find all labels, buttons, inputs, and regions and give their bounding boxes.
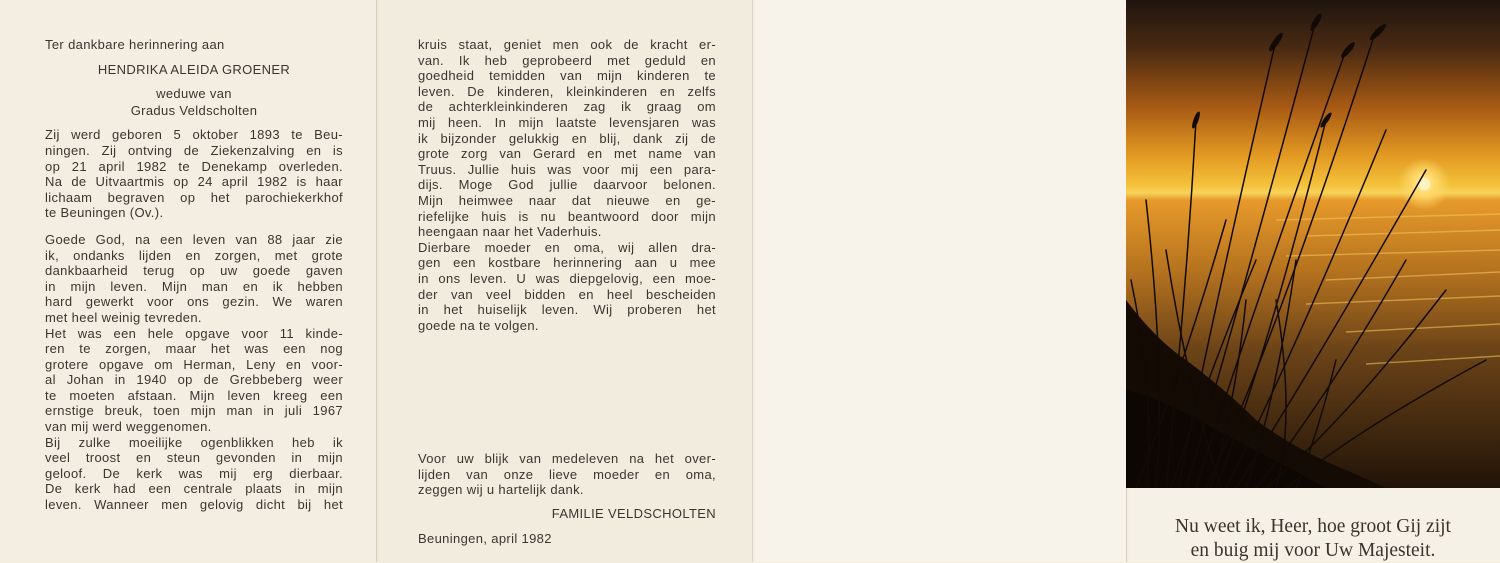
text-line: ik bijzonder gelukkig en blij, dank zij de bbox=[418, 130, 716, 146]
verse-line: Nu weet ik, Heer, hoe groot Gij zijt bbox=[1175, 516, 1451, 537]
text-line: ik, ondanks lijden en zorgen, met grote bbox=[45, 247, 343, 263]
text-line: in het huiselijk leven. Wij proberen het bbox=[418, 302, 716, 318]
intro-line: Ter dankbare herinnering aan bbox=[45, 37, 225, 52]
blank-inside-panel bbox=[752, 0, 1127, 562]
text-line: Mijn heimwee naar dat nieuwe en ge- bbox=[418, 192, 716, 208]
closing-verse bbox=[1126, 515, 1500, 563]
text-line: Dierbare moeder en oma, wij allen dra- bbox=[418, 239, 716, 255]
text-line: der van veel bidden en heel bescheiden bbox=[418, 286, 716, 302]
text-line: van mij werd weggenomen. bbox=[45, 419, 212, 435]
text-line: ernstige breuk, toen mijn man in juli 1967 bbox=[45, 403, 343, 419]
text-line: kruis staat, geniet men ook de kracht er- bbox=[418, 37, 716, 52]
text-line: Het was een hele opgave voor 11 kinde- bbox=[45, 325, 343, 341]
text-line: goedheid temidden van mijn kinderen te bbox=[418, 68, 716, 84]
text-line: grotere opgave om Herman, Leny en voor- bbox=[45, 356, 343, 372]
text-line: hard gewerkt voor ons gezin. We waren bbox=[45, 294, 343, 310]
place-date: Beuningen, april 1982 bbox=[418, 531, 552, 547]
text-line: Voor uw blijk van medeleven na het over- bbox=[418, 451, 716, 466]
column-1 bbox=[45, 37, 343, 513]
text-line: Truus. Jullie huis was voor mij een para- bbox=[418, 161, 716, 177]
text-line: goede na te volgen. bbox=[418, 317, 539, 333]
sunset-reeds-photo bbox=[1126, 0, 1500, 488]
deceased-name: HENDRIKA ALEIDA GROENER bbox=[97, 61, 291, 77]
text-line: op 21 april 1982 te Denekamp overleden. bbox=[45, 158, 343, 174]
fold-line bbox=[376, 0, 379, 562]
text-line: Na de Uitvaartmis op 24 april 1982 is haar bbox=[45, 174, 343, 190]
text-line: mij heen. In mijn laatste levensjaren was bbox=[418, 114, 716, 130]
text-line: dijs. Moge God jullie daarvoor belonen. bbox=[418, 177, 716, 193]
text-line: te Beuningen (Ov.). bbox=[45, 205, 164, 221]
column-2 bbox=[418, 37, 716, 333]
text-line: in mijn leven. Mijn man en ik hebben bbox=[45, 278, 343, 294]
thanks-paragraph bbox=[418, 451, 716, 547]
text-line: leven. De kinderen, kleinkinderen en zelfs bbox=[418, 83, 716, 99]
text-line: in ons leven. U was diepgelovig, een moe- bbox=[418, 270, 716, 286]
text-line: De kerk had een centrale plaats in mijn bbox=[45, 481, 343, 497]
prayer-continued-paragraph bbox=[418, 37, 716, 333]
family-signature: FAMILIE VELDSCHOLTEN bbox=[551, 505, 716, 521]
text-line: dankbaarheid terug op uw goede gaven bbox=[45, 263, 343, 279]
text-line: Bij zulke moeilijke ogenblikken heb ik bbox=[45, 434, 343, 450]
text-line: gen een kostbare herinnering aan u mee bbox=[418, 255, 716, 271]
text-line: lijden van onze lieve moeder en oma, bbox=[418, 466, 716, 482]
text-line: heengaan naar het Vaderhuis. bbox=[418, 224, 602, 240]
text-line: met heel weinig tevreden. bbox=[45, 309, 202, 325]
text-line: Zij werd geboren 5 oktober 1893 te Beu- bbox=[45, 127, 343, 143]
widow-of-line: weduwe van bbox=[156, 86, 232, 102]
text-line: Goede God, na een leven van 88 jaar zie bbox=[45, 231, 343, 247]
verse-line: en buig mij voor Uw Majesteit. bbox=[1190, 540, 1436, 561]
husband-name: Gradus Veldscholten bbox=[130, 102, 258, 118]
text-line: ren te zorgen, maar het was een nog bbox=[45, 341, 343, 357]
text-line: geloof. De kerk was mij erg dierbaar. bbox=[45, 465, 343, 481]
text-line: al Johan in 1940 op de Grebbeberg weer bbox=[45, 372, 343, 388]
text-line: ningen. Zij ontving de Ziekenzalving en is bbox=[45, 142, 343, 158]
prayer-paragraph bbox=[45, 232, 343, 513]
text-line: van. Ik heb geprobeerd met geduld en bbox=[418, 52, 716, 68]
text-line: te moeten afstaan. Mijn leven kreeg een bbox=[45, 387, 343, 403]
text-line: de achterkleinkinderen zag ik graag om bbox=[418, 99, 716, 115]
biography-paragraph bbox=[45, 127, 343, 221]
fold-line bbox=[752, 0, 755, 562]
text-line: grote zorg van Gerard en met name van bbox=[418, 146, 716, 162]
text-line: leven. Wanneer men gelovig dicht bij het bbox=[45, 497, 343, 513]
text-line: riefelijke huis is nu beantwoord door mijn bbox=[418, 208, 716, 224]
text-line: zeggen wij u hartelijk dank. bbox=[418, 482, 584, 498]
text-line: lichaam begraven op het parochiekerkhof bbox=[45, 189, 343, 205]
text-line: veel troost en steun gevonden in mijn bbox=[45, 450, 343, 466]
